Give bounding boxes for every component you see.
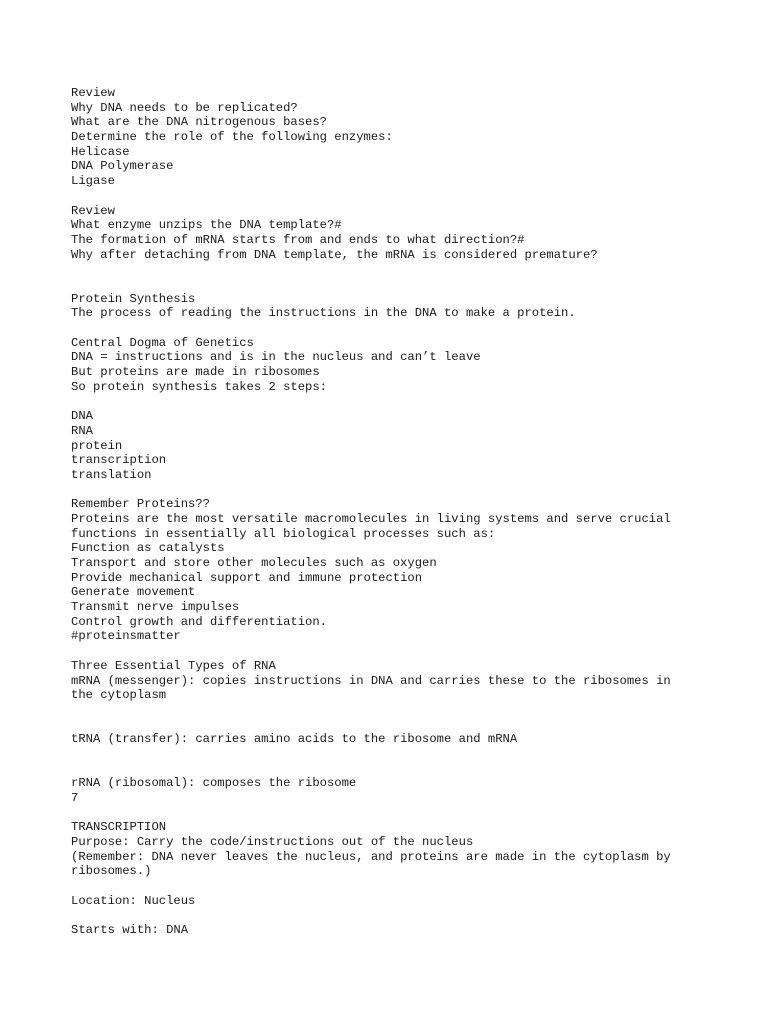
list-item: Provide mechanical support and immune protection	[71, 570, 423, 585]
text-line: The formation of mRNA starts from and ends to what direction?#	[71, 232, 525, 247]
page-number: 7	[71, 791, 79, 806]
rna-types-section	[71, 659, 701, 806]
list-item: Function as catalysts	[71, 541, 225, 556]
blank-line	[71, 189, 701, 204]
blank-line	[71, 703, 701, 732]
mrna-line: mRNA (messenger): copies instructions in DNA and carries these to the ribosomes in	[71, 673, 671, 688]
review-section-1	[71, 86, 701, 189]
text-line: ribosomes.)	[71, 864, 152, 879]
list-item: DNA	[71, 409, 93, 424]
location-line: Location: Nucleus	[71, 893, 196, 908]
list-item: Generate movement	[71, 585, 196, 600]
text-line: But proteins are made in ribosomes	[71, 365, 320, 380]
text-line: functions in essentially all biological processes such as:	[71, 526, 496, 541]
text-line: Proteins are the most versatile macromolecules in living systems and serve crucial	[71, 511, 671, 526]
blank-line	[71, 909, 701, 924]
list-item: protein	[71, 438, 123, 453]
protein-synthesis-section	[71, 292, 701, 321]
section-heading: Three Essential Types of RNA	[71, 658, 276, 673]
mrna-line: the cytoplasm	[71, 688, 167, 703]
text-line: (Remember: DNA never leaves the nucleus, and proteins are made in the cytoplasm by	[71, 849, 671, 864]
dogma-terms-list	[71, 409, 701, 482]
text-line: So protein synthesis takes 2 steps:	[71, 379, 327, 394]
list-item: Control growth and differentiation.	[71, 614, 327, 629]
blank-line	[71, 262, 701, 291]
list-item: RNA	[71, 423, 93, 438]
blank-line	[71, 879, 701, 894]
text-line: The process of reading the instructions in the DNA to make a protein.	[71, 306, 576, 321]
transcription-section	[71, 820, 701, 938]
review-section-2	[71, 204, 701, 263]
trna-line: tRNA (transfer): carries amino acids to the ribosome and mRNA	[71, 732, 518, 747]
blank-line	[71, 321, 701, 336]
blank-line	[71, 806, 701, 821]
blank-line	[71, 747, 701, 776]
section-heading: TRANSCRIPTION	[71, 820, 167, 835]
section-heading: Review	[71, 86, 115, 100]
rrna-line: rRNA (ribosomal): composes the ribosome	[71, 776, 357, 791]
section-heading: Remember Proteins??	[71, 497, 210, 512]
list-item: Transmit nerve impulses	[71, 600, 240, 615]
hashtag-line: #proteinsmatter	[71, 629, 181, 644]
document-page	[71, 86, 701, 938]
text-line: Why DNA needs to be replicated?	[71, 100, 298, 115]
text-line: Determine the role of the following enzymes:	[71, 130, 393, 145]
text-line: Ligase	[71, 174, 115, 189]
list-item: translation	[71, 467, 152, 482]
text-line: DNA Polymerase	[71, 159, 174, 174]
central-dogma-section	[71, 336, 701, 395]
blank-line	[71, 483, 701, 498]
text-line: Helicase	[71, 144, 130, 159]
blank-line	[71, 644, 701, 659]
section-heading: Review	[71, 203, 115, 218]
list-item: transcription	[71, 453, 167, 468]
text-line: What are the DNA nitrogenous bases?	[71, 115, 327, 130]
list-item: Transport and store other molecules such as oxygen	[71, 556, 437, 571]
text-line: Why after detaching from DNA template, the mRNA is considered premature?	[71, 247, 598, 262]
starts-with-line: Starts with: DNA	[71, 923, 189, 938]
text-line: Purpose: Carry the code/instructions out of the nucleus	[71, 835, 474, 850]
blank-line	[71, 394, 701, 409]
text-line: DNA = instructions and is in the nucleus and can’t leave	[71, 350, 481, 365]
section-heading: Central Dogma of Genetics	[71, 335, 254, 350]
remember-proteins-section	[71, 497, 701, 644]
section-heading: Protein Synthesis	[71, 291, 196, 306]
text-line: What enzyme unzips the DNA template?#	[71, 218, 342, 233]
